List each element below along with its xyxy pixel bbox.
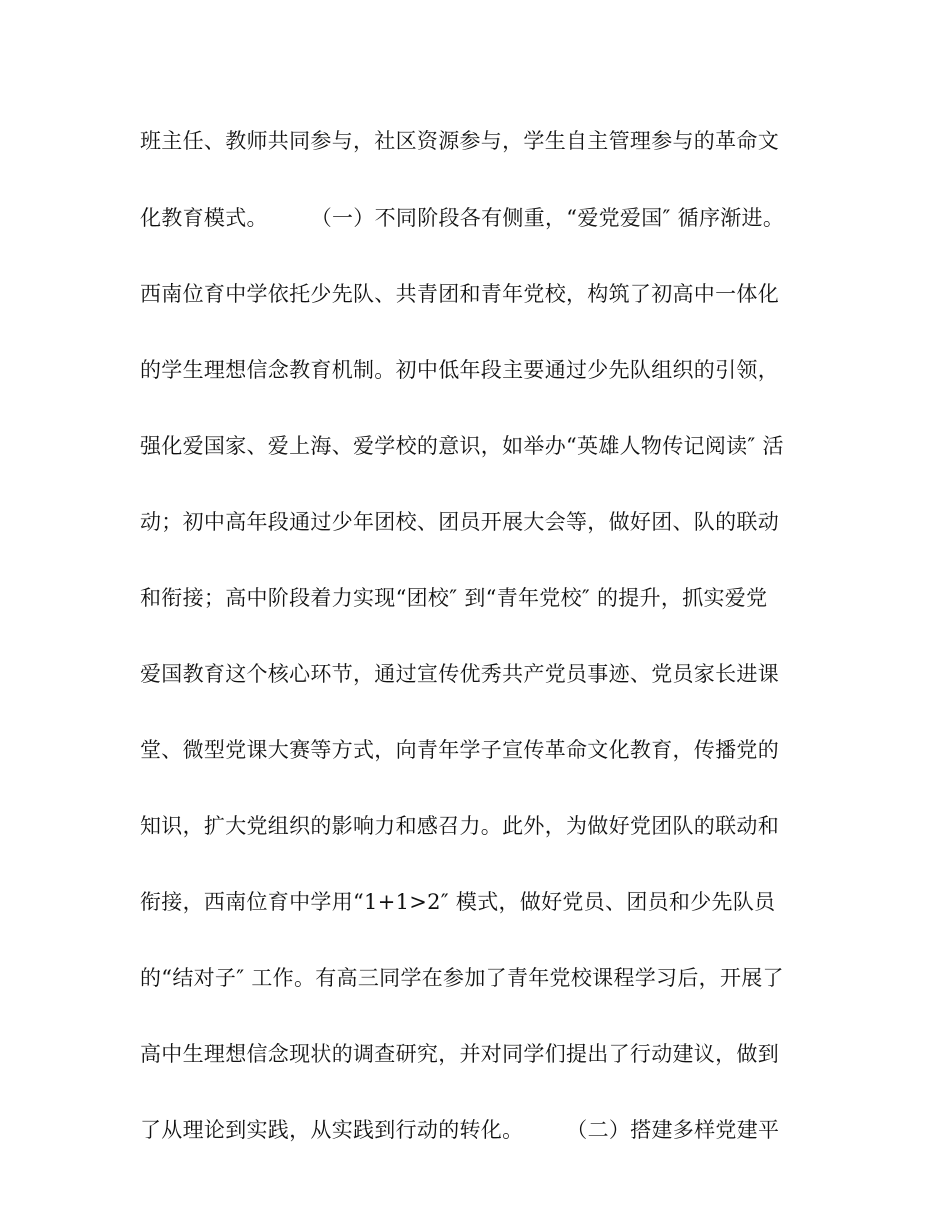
text-line: 班主任、教师共同参与，社区资源参与，学生自主管理参与的革命文 <box>140 129 779 153</box>
text-line: 动；初中高年段通过少年团校、团员开展大会等，做好团、队的联动 <box>140 510 779 534</box>
text-line: 爱国教育这个核心环节，通过宣传优秀共产党员事迹、党员家长进课 <box>140 662 779 686</box>
text-line: 化教育模式。 （一）不同阶段各有侧重，“爱党爱国″ 循序渐进。 <box>140 206 785 230</box>
text-line: 衔接，西南位育中学用“1+1>2″ 模式，做好党员、团员和少先队员 <box>140 890 776 914</box>
text-line: 的“结对子″ 工作。有高三同学在参加了青年党校课程学习后，开展了 <box>140 966 784 990</box>
text-line: 强化爱国家、爱上海、爱学校的意识，如举办“英雄人物传记阅读″ 活 <box>140 434 784 458</box>
text-line: 知识，扩大党组织的影响力和感召力。此外，为做好党团队的联动和 <box>140 814 779 838</box>
text-line: 西南位育中学依托少先队、共青团和青年党校，构筑了初高中一体化 <box>140 282 779 306</box>
text-line: 高中生理想信念现状的调查研究，并对同学们提出了行动建议，做到 <box>140 1042 779 1066</box>
text-line: 了从理论到实践，从实践到行动的转化。 （二）搭建多样党建平 <box>140 1118 780 1142</box>
text-line: 堂、微型党课大赛等方式，向青年学子宣传革命文化教育，传播党的 <box>140 738 779 762</box>
text-line: 和衔接；高中阶段着力实现“团校″ 到“青年党校″ 的提升，抓实爱党 <box>140 586 768 610</box>
text-line: 的学生理想信念教育机制。初中低年段主要通过少先队组织的引领， <box>140 358 779 382</box>
